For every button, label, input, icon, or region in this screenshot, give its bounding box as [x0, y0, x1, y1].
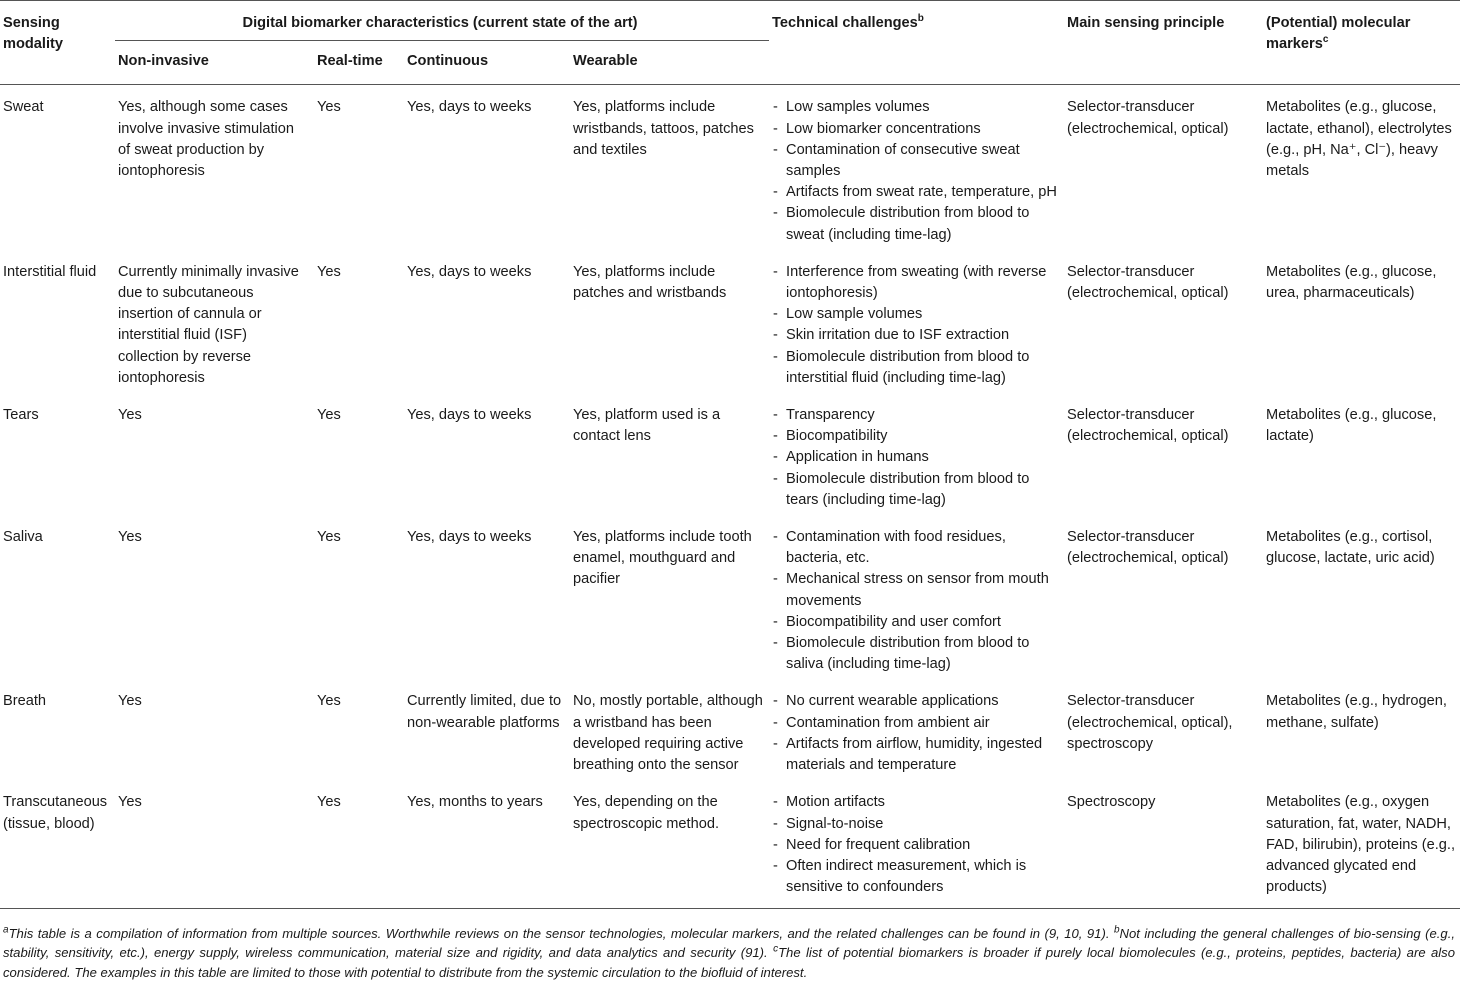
cell-wearable: No, mostly portable, although a wristband has been developed requiring active breathing onto the sensor	[573, 693, 763, 774]
challenges-list	[772, 262, 1060, 389]
challenge-item: - No current wearable applications	[772, 691, 1060, 712]
cell-noninvasive: Yes, although some cases involve invasive stimulation of sweat production by iontophoresis	[118, 99, 295, 180]
header-noninvasive: Non-invasive	[115, 41, 314, 85]
footnote-b: Not including the general challenges of bio-sensing (e.g., stability, sensitivity, etc.), energy supply, wireless communication, material size and rigidity, and data analytics and security (91).	[3, 926, 1455, 961]
cell-continuous: Yes, days to weeks	[407, 99, 532, 116]
cell-principle: Selector-transducer (electrochemical, optical)	[1067, 263, 1229, 302]
table-row	[0, 250, 1460, 393]
table-row	[0, 393, 1460, 515]
header-group	[115, 1, 769, 41]
challenge-item: - Signal-to-noise	[772, 814, 1060, 835]
cell-noninvasive: Yes	[118, 529, 142, 546]
footnote-mark-c-foot: c	[773, 944, 779, 956]
challenge-item: - Biocompatibility	[772, 426, 1060, 447]
challenges-list	[772, 691, 1060, 776]
cell-modality: Tears	[3, 407, 39, 424]
challenge-item: - Biomolecule distribution from blood to sweat (including time-lag)	[772, 203, 1060, 245]
cell-modality: Saliva	[3, 529, 43, 546]
challenge-item: - Motion artifacts	[772, 792, 1060, 813]
challenge-item: - Low biomarker concentrations	[772, 119, 1060, 140]
footnote-a: This table is a compilation of information from multiple sources. Worthwhile reviews on the sensor technologies, molecular markers, and the related challenges can be found in (9, 10, 91).	[8, 926, 1110, 941]
challenge-item: - Contamination of consecutive sweat samples	[772, 140, 1060, 182]
header-row-top	[0, 1, 1460, 41]
challenge-item: - Often indirect measurement, which is sensitive to confounders	[772, 856, 1060, 898]
challenge-item: - Mechanical stress on sensor from mouth movements	[772, 569, 1060, 611]
table-header	[0, 1, 1460, 85]
cell-challenges	[769, 780, 1064, 909]
challenges-list	[772, 405, 1060, 511]
cell-wearable: Yes, platforms include wristbands, tattoos, patches and textiles	[573, 99, 754, 158]
table-row	[0, 780, 1460, 909]
footnote-mark-c: c	[1322, 34, 1329, 46]
header-modality: Sensing modality	[0, 1, 115, 85]
cell-markers: Metabolites (e.g., cortisol, glucose, lactate, uric acid)	[1266, 529, 1435, 567]
challenge-item: - Interference from sweating (with reverse iontophoresis)	[772, 262, 1060, 304]
cell-realtime: Yes	[317, 99, 341, 116]
cell-challenges	[769, 250, 1064, 393]
cell-wearable: Yes, platforms include tooth enamel, mouthguard and pacifier	[573, 529, 752, 588]
cell-markers: Metabolites (e.g., glucose, urea, pharmaceuticals)	[1266, 263, 1437, 302]
table-row	[0, 515, 1460, 679]
cell-noninvasive: Yes	[118, 693, 142, 710]
cell-noninvasive: Yes	[118, 407, 142, 424]
cell-wearable: Yes, depending on the spectroscopic method.	[570, 780, 769, 909]
challenge-item: - Skin irritation due to ISF extraction	[772, 325, 1060, 346]
challenge-item: - Low samples volumes	[772, 97, 1060, 118]
cell-principle: Selector-transducer (electrochemical, optical)	[1067, 407, 1229, 445]
challenge-item: - Transparency	[772, 405, 1060, 426]
header-principle: Main sensing principle	[1064, 1, 1263, 85]
cell-challenges	[769, 85, 1064, 250]
cell-realtime: Yes	[317, 529, 341, 546]
header-wearable: Wearable	[570, 41, 769, 85]
cell-continuous: Yes, days to weeks	[407, 529, 532, 546]
challenge-item: - Application in humans	[772, 447, 1060, 468]
cell-wearable: Yes, platform used is a contact lens	[573, 407, 721, 445]
challenge-item: - Biomolecule distribution from blood to saliva (including time-lag)	[772, 633, 1060, 675]
challenge-item: - Biomolecule distribution from blood to tears (including time-lag)	[772, 469, 1060, 511]
header-challenges-label: Technical challenges	[772, 15, 918, 31]
header-challenges	[769, 1, 1064, 85]
table-body	[0, 85, 1460, 909]
cell-modality: Sweat	[3, 99, 44, 116]
cell-realtime: Yes	[317, 407, 341, 424]
cell-modality: Interstitial fluid	[3, 263, 97, 280]
cell-continuous: Yes, days to weeks	[407, 407, 532, 424]
challenges-list	[772, 97, 1060, 245]
header-markers	[1263, 1, 1460, 85]
challenge-item: - Low sample volumes	[772, 304, 1060, 325]
cell-continuous: Yes, days to weeks	[407, 263, 532, 280]
challenge-item: - Biocompatibility and user comfort	[772, 612, 1060, 633]
challenge-item: - Need for frequent calibration	[772, 835, 1060, 856]
cell-principle: Selector-transducer (electrochemical, optical)	[1067, 99, 1229, 137]
challenges-list	[772, 527, 1060, 675]
challenge-item: - Artifacts from sweat rate, temperature, pH	[772, 182, 1060, 203]
challenge-item: - Contamination from ambient air	[772, 713, 1060, 734]
cell-modality: Transcutaneous (tissue, blood)	[0, 780, 115, 909]
cell-challenges	[769, 515, 1064, 679]
cell-markers: Metabolites (e.g., oxygen saturation, fat, water, NADH, FAD, bilirubin), proteins (e.g., advanced glycated end products)	[1263, 780, 1460, 909]
cell-wearable: Yes, platforms include patches and wristbands	[573, 263, 727, 302]
cell-continuous: Yes, months to years	[404, 780, 570, 909]
cell-challenges	[769, 393, 1064, 515]
cell-principle: Spectroscopy	[1064, 780, 1263, 909]
cell-challenges	[769, 679, 1064, 780]
header-continuous: Continuous	[404, 41, 570, 85]
header-group-label: Digital biomarker characteristics (current state of the art)	[242, 15, 638, 31]
cell-realtime: Yes	[317, 693, 341, 710]
challenge-item: - Artifacts from airflow, humidity, ingested materials and temperature	[772, 734, 1060, 776]
cell-principle: Selector-transducer (electrochemical, optical)	[1067, 529, 1229, 567]
header-realtime: Real-time	[314, 41, 404, 85]
table-footnotes	[3, 924, 1455, 982]
cell-modality: Breath	[3, 693, 46, 710]
challenge-item: - Contamination with food residues, bacteria, etc.	[772, 527, 1060, 569]
footnote-c: The list of potential biomarkers is broader if purely local biomolecules (e.g., proteins, peptides, bacteria) are also considered. The examples in this table are limited to those with potential to distribute from the systemic circulation to the biofluid of interest.	[3, 945, 1455, 980]
footnote-mark-a: a	[3, 924, 9, 936]
cell-markers: Metabolites (e.g., glucose, lactate, ethanol), electrolytes (e.g., pH, Na⁺, Cl⁻), heavy metals	[1266, 99, 1452, 180]
challenges-list	[772, 792, 1060, 898]
footnote-mark-b-foot: b	[1113, 924, 1120, 936]
cell-noninvasive: Yes	[115, 780, 314, 909]
cell-markers: Metabolites (e.g., hydrogen, methane, sulfate)	[1266, 693, 1447, 731]
cell-principle: Selector-transducer (electrochemical, optical), spectroscopy	[1067, 693, 1233, 752]
header-markers-label: (Potential) molecular markers	[1266, 15, 1411, 53]
cell-realtime: Yes	[317, 263, 341, 280]
cell-noninvasive: Currently minimally invasive due to subcutaneous insertion of cannula or interstitial fluid (ISF) collection by reverse iontophoresis	[118, 263, 299, 386]
table-row	[0, 679, 1460, 780]
footnote-mark-b: b	[917, 13, 924, 25]
table-row	[0, 85, 1460, 250]
cell-continuous: Currently limited, due to non-wearable platforms	[407, 693, 562, 731]
challenge-item: - Biomolecule distribution from blood to interstitial fluid (including time-lag)	[772, 347, 1060, 389]
cell-markers: Metabolites (e.g., glucose, lactate)	[1266, 407, 1437, 445]
cell-realtime: Yes	[314, 780, 404, 909]
